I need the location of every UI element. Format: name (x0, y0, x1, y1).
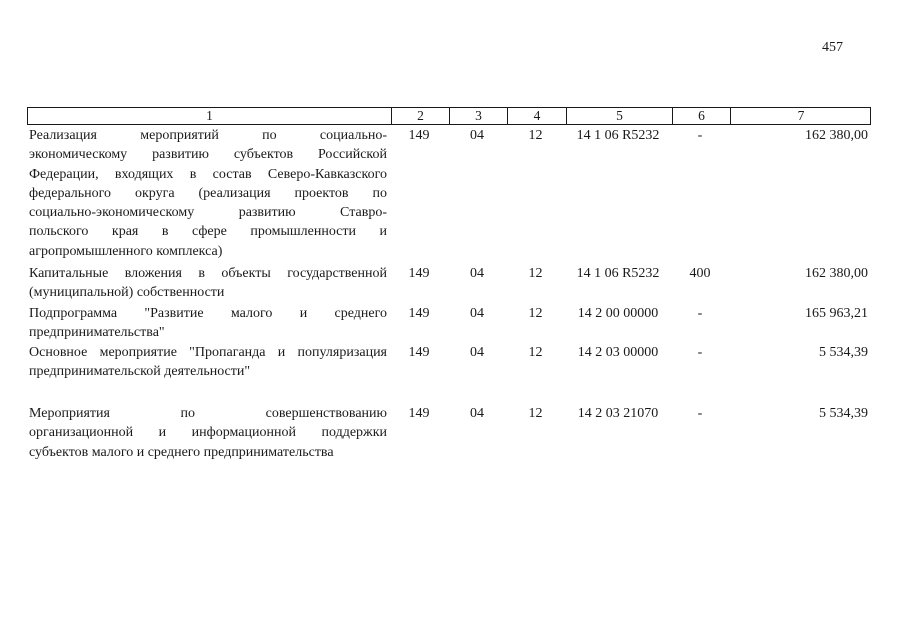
cell-col-6: - (697, 128, 703, 143)
cell-col-5: 14 2 03 21070 (577, 406, 659, 421)
cell-col-2: 149 (408, 128, 430, 143)
cell-col-2: 149 (408, 345, 430, 360)
cell-col-6: 400 (689, 266, 711, 281)
cell-col-7: 5 534,39 (819, 406, 868, 421)
row-description: Подпрограмма "Развитие малого и среднего предпринимательства" (29, 306, 387, 341)
header-col-6: 6 (672, 108, 730, 124)
cell-col-3: 04 (470, 306, 484, 321)
row-description: Капитальные вложения в объекты государственной (муниципальной) собственности (29, 266, 387, 301)
header-col-5: 5 (566, 108, 672, 124)
cell-col-7: 165 963,21 (805, 306, 868, 321)
cell-col-5: 14 2 00 00000 (577, 306, 659, 321)
cell-col-4: 12 (528, 345, 543, 360)
cell-col-3: 04 (470, 345, 484, 360)
cell-col-4: 12 (528, 306, 543, 321)
cell-col-7: 162 380,00 (805, 128, 868, 143)
cell-col-7: 5 534,39 (819, 345, 868, 360)
cell-col-3: 04 (470, 406, 484, 421)
cell-col-4: 12 (528, 128, 543, 143)
cell-col-2: 149 (408, 266, 430, 281)
page-number: 457 (822, 40, 843, 55)
cell-col-2: 149 (408, 306, 430, 321)
header-col-1: 1 (206, 108, 213, 123)
header-col-4: 4 (507, 108, 566, 124)
header-col-2: 2 (391, 108, 449, 124)
cell-col-6: - (697, 406, 703, 421)
header-col-3: 3 (449, 108, 507, 124)
cell-col-3: 04 (470, 128, 484, 143)
cell-col-3: 04 (470, 266, 484, 281)
table-header (27, 107, 871, 125)
cell-col-4: 12 (528, 406, 543, 421)
header-col-7: 7 (730, 108, 871, 124)
cell-col-5: 14 1 06 R5232 (576, 128, 660, 143)
cell-col-4: 12 (528, 266, 543, 281)
cell-col-7: 162 380,00 (805, 266, 868, 281)
cell-col-6: - (697, 306, 703, 321)
cell-col-6: - (697, 345, 703, 360)
cell-col-2: 149 (408, 406, 430, 421)
cell-col-5: 14 1 06 R5232 (576, 266, 660, 281)
row-description: Реализация мероприятий по социально- экономическому развитию субъектов Российской Федерации, входящих в состав Северо-Кавказского федерального округа (реализация проектов по социально-экономическому развитию Ставро- польского края в сфере промышленности и агропромышленного комплекса) (29, 128, 387, 259)
row-description: Мероприятия по совершенствованию организационной и информационной поддержки субъектов малого и среднего предпринимательства (29, 406, 387, 460)
row-description: Основное мероприятие "Пропаганда и популяризация предпринимательской деятельности" (29, 345, 387, 380)
cell-col-5: 14 2 03 00000 (577, 345, 659, 360)
